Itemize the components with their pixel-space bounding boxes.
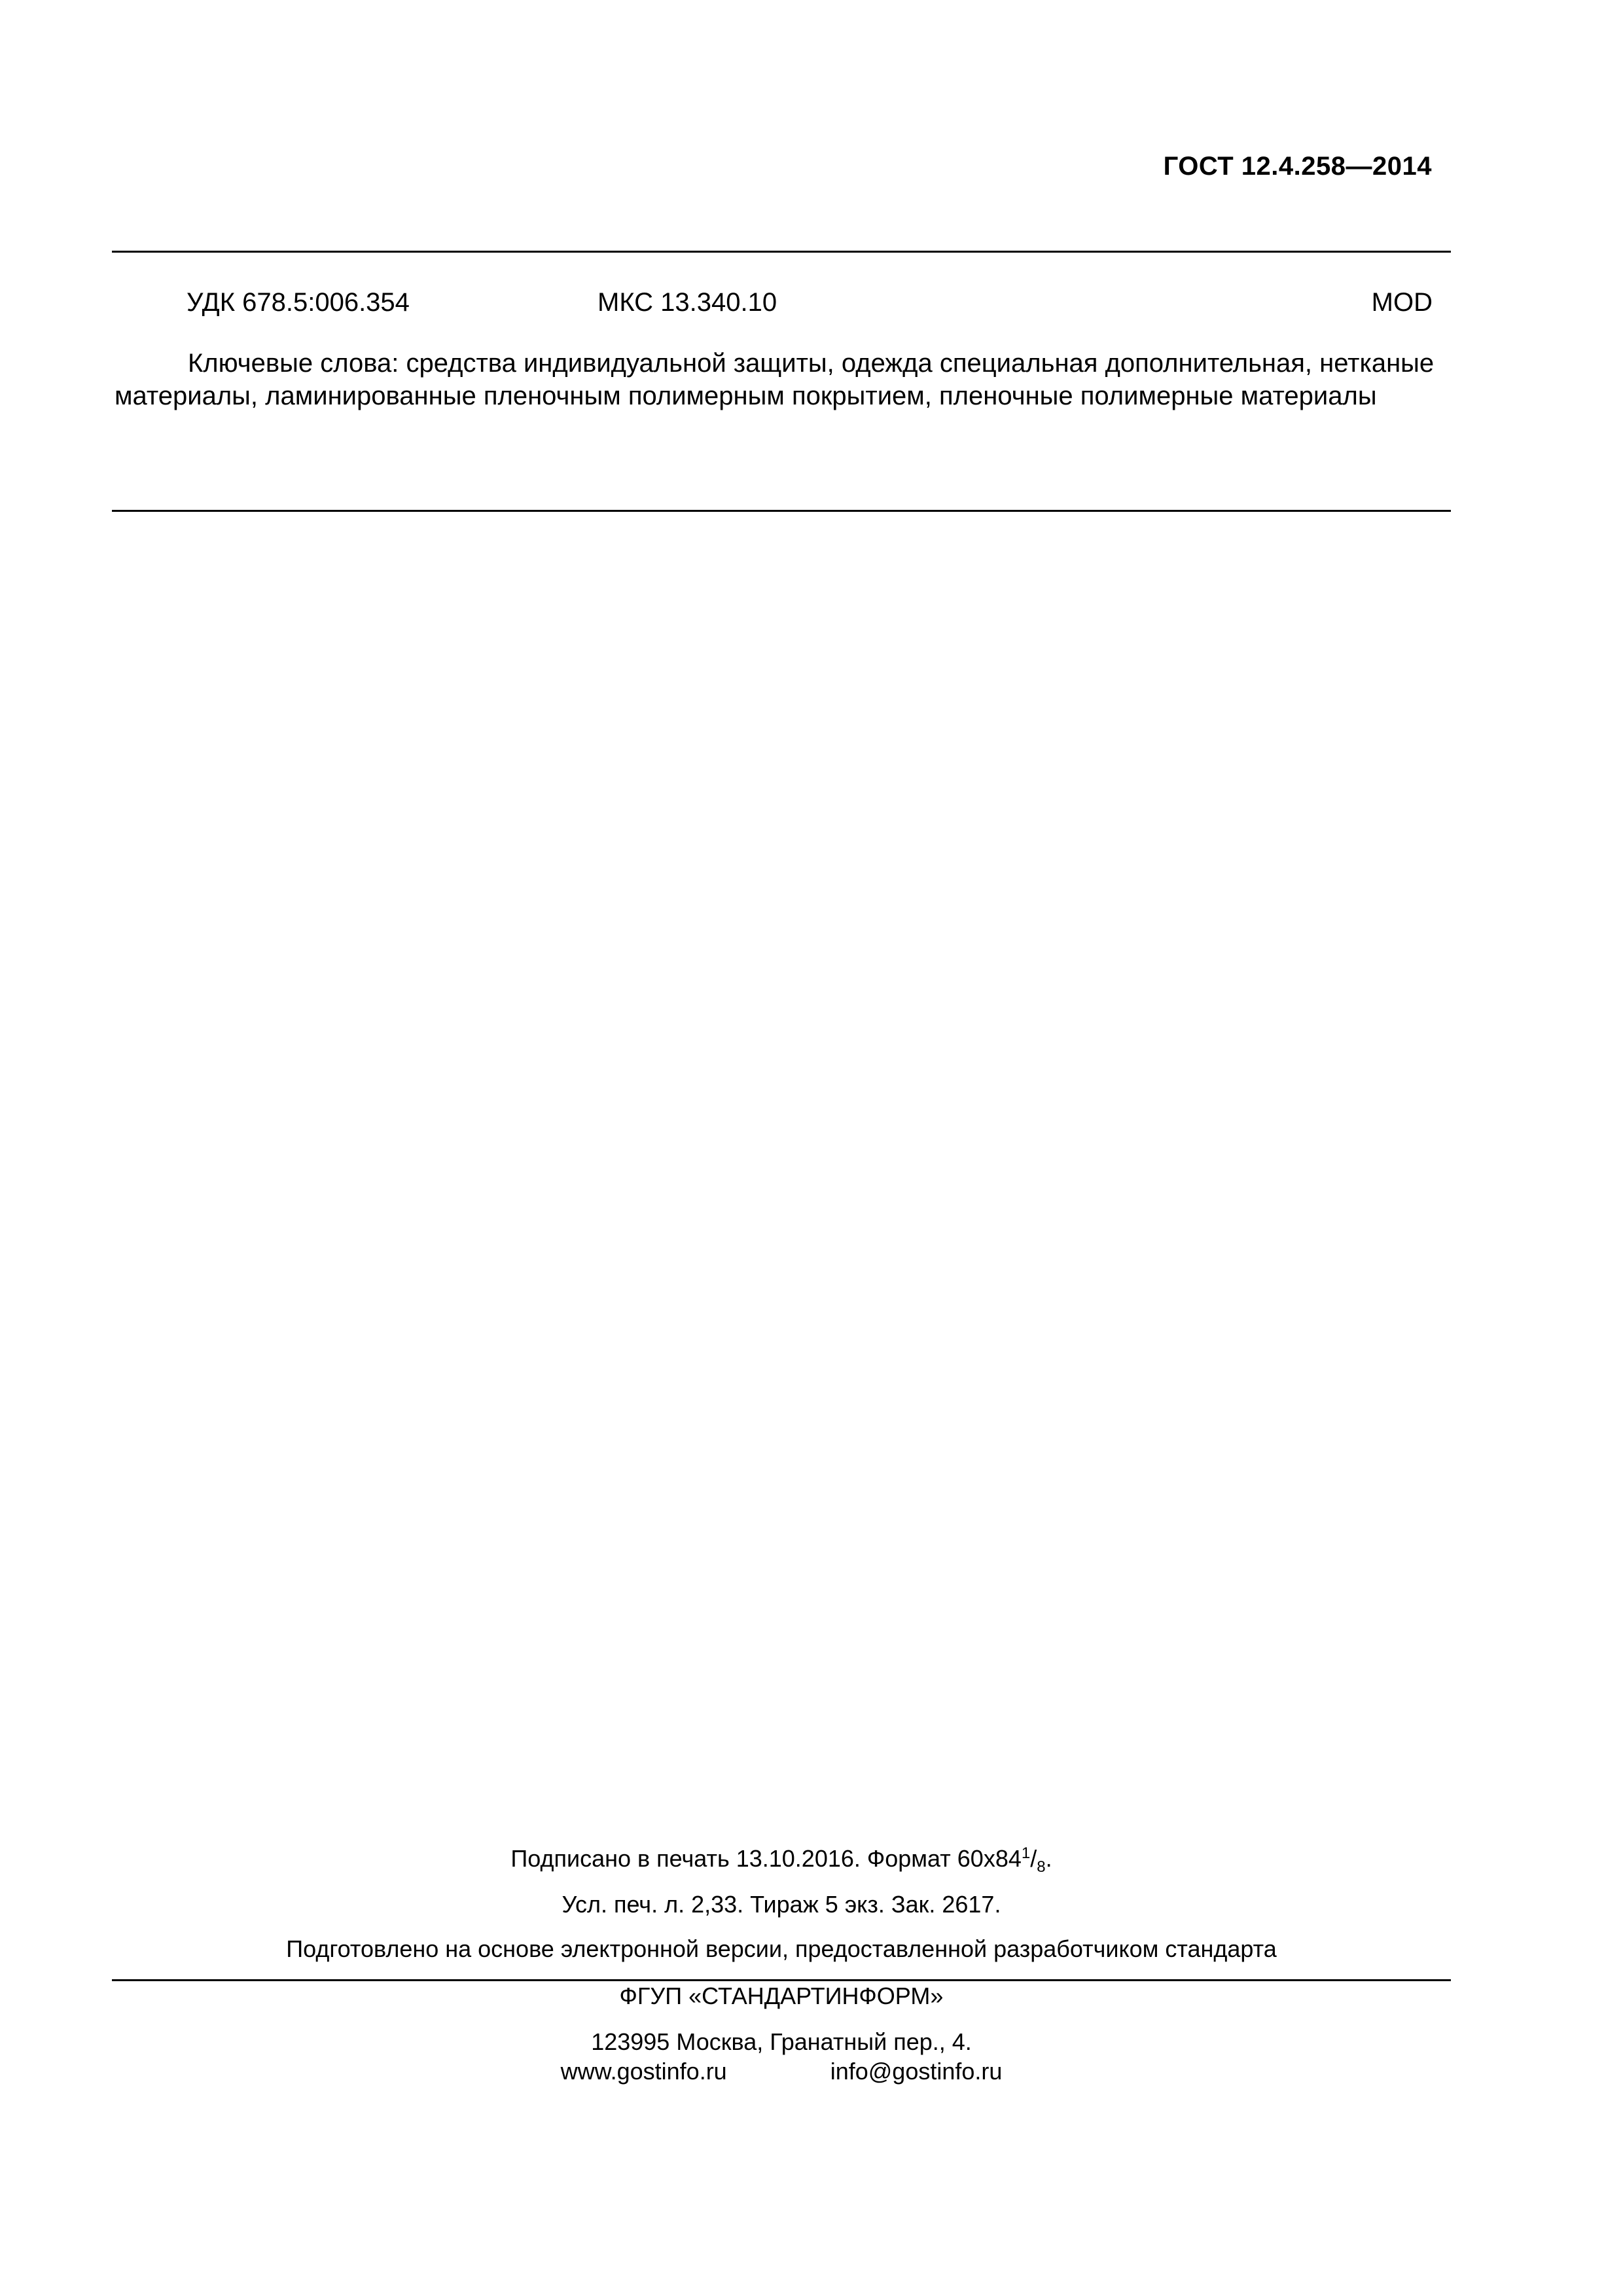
imprint-print-info: Усл. печ. л. 2,33. Тираж 5 экз. Зак. 2617. (562, 1891, 1001, 1918)
mod-label: MOD (1371, 288, 1433, 317)
keywords-paragraph: Ключевые слова: средства индивидуальной защиты, одежда специальная дополнительная, нетканые материалы, ламинированные пленочным полимерным покрытием, пленочные полимерные материалы (115, 349, 1435, 410)
udk-code: УДК 678.5:006.354 (187, 288, 410, 317)
classification-row (187, 288, 1433, 321)
format-numerator: 1 (1021, 1844, 1031, 1862)
top-rule (112, 251, 1451, 253)
signed-text: Подписано в печать 13.10.2016. Формат 60х84 (510, 1845, 1022, 1872)
imprint-contacts (112, 2057, 1451, 2086)
document-number: ГОСТ 12.4.258—2014 (1163, 152, 1432, 181)
email-link[interactable]: info@gostinfo.ru (830, 2058, 1003, 2085)
format-denominator: 8 (1037, 1858, 1046, 1876)
mks-code: МКС 13.340.10 (597, 288, 777, 317)
format-separator: / (1030, 1845, 1037, 1872)
bottom-rule (112, 1979, 1451, 1981)
imprint-publisher: ФГУП «СТАНДАРТИНФОРМ» (619, 1982, 944, 2009)
imprint-address: 123995 Москва, Гранатный пер., 4. (591, 2028, 972, 2055)
signed-suffix: . (1045, 1845, 1052, 1872)
middle-rule (112, 510, 1451, 512)
imprint-signed (112, 1844, 1451, 1876)
imprint-prepared: Подготовлено на основе электронной версии, предоставленной разработчиком стандарта (286, 1935, 1277, 1962)
website-link[interactable]: www.gostinfo.ru (560, 2058, 727, 2085)
